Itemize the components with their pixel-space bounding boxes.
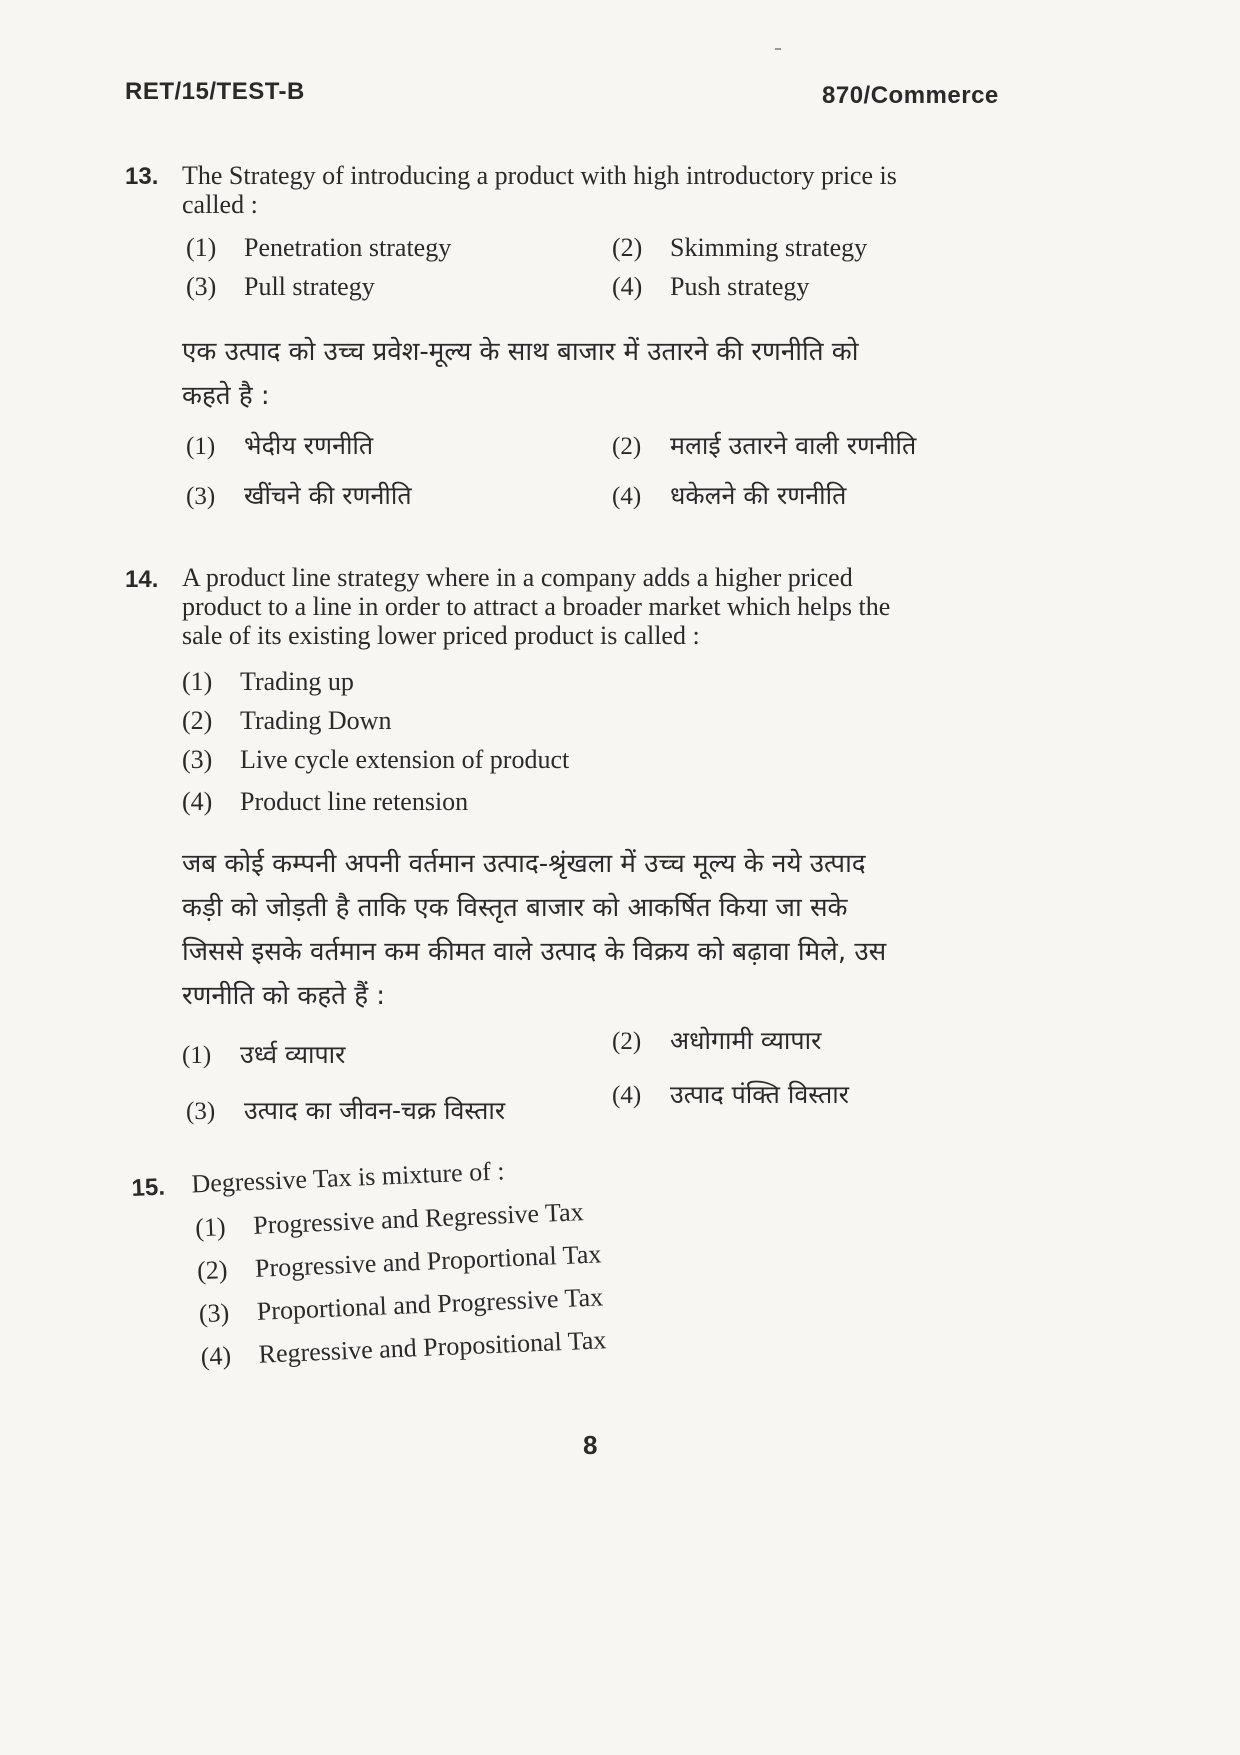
question-14-text-line: A product line strategy where in a company adds a higher priced [182, 563, 853, 592]
option-number: (3) [186, 483, 216, 510]
q15-option-3 [198, 1282, 603, 1329]
q13-hindi-option-3 [186, 478, 412, 512]
option-label: Live cycle extension of product [240, 745, 570, 774]
q13-hindi-option-2 [612, 428, 916, 462]
option-number: (1) [182, 1042, 212, 1069]
question-15-number: 15. [131, 1173, 166, 1202]
option-number: (1) [194, 1212, 227, 1243]
option-label: Proportional and Progressive Tax [256, 1282, 604, 1326]
option-number: (4) [200, 1340, 232, 1372]
option-label: Trading up [240, 667, 354, 696]
option-number: (4) [612, 272, 643, 301]
option-label: Progressive and Proportional Tax [254, 1239, 602, 1283]
q13-hindi-option-1 [186, 428, 373, 462]
q15-option-4 [200, 1325, 607, 1372]
hindi-text-line: रणनीति को कहते हैं : [182, 981, 386, 1011]
q14-hindi-option-1 [182, 1037, 345, 1071]
question-15-text: Degressive Tax is mixture of : [190, 1156, 506, 1199]
option-number: (2) [612, 433, 642, 460]
q14-option-2 [182, 706, 391, 736]
q13-hindi-option-4 [612, 478, 846, 512]
option-label: Product line retension [240, 787, 469, 816]
option-label: Push strategy [670, 272, 810, 301]
option-number: (1) [186, 233, 217, 262]
option-number: (4) [612, 1082, 642, 1109]
option-label: मलाई उतारने वाली रणनीति [670, 431, 917, 460]
option-number: (3) [186, 272, 217, 301]
question-14-text-line: product to a line in order to attract a broader market which helps the [182, 592, 891, 621]
question-14-text-line: sale of its existing lower priced product is called : [182, 621, 700, 650]
question-13-hindi-text [182, 330, 1042, 418]
option-number: (2) [182, 706, 213, 735]
option-label: Progressive and Regressive Tax [252, 1197, 585, 1240]
option-label: उत्पाद पंक्ति विस्तार [670, 1080, 849, 1109]
option-label: धकेलने की रणनीति [670, 481, 847, 510]
question-14-hindi-text [182, 842, 1042, 1018]
hindi-text-line: जब कोई कम्पनी अपनी वर्तमान उत्पाद-श्रृंखला में उच्च मूल्य के नये उत्पाद [182, 849, 866, 879]
q14-hindi-option-3 [186, 1093, 505, 1127]
q14-option-1 [182, 667, 354, 697]
q14-option-3 [182, 745, 569, 775]
option-number: (4) [612, 483, 642, 510]
q14-hindi-option-2 [612, 1023, 821, 1057]
option-number: (1) [182, 667, 213, 696]
option-label: अधोगामी व्यापार [670, 1026, 822, 1055]
option-label: Trading Down [240, 706, 392, 735]
q13-option-2 [612, 233, 867, 263]
option-number: (2) [196, 1255, 229, 1286]
option-label: भेदीय रणनीति [244, 431, 374, 460]
option-label: Pull strategy [244, 272, 375, 301]
question-14-number: 14. [125, 566, 159, 593]
option-label: उत्पाद का जीवन-चक्र विस्तार [244, 1096, 506, 1125]
option-number: (3) [186, 1098, 216, 1125]
hindi-text-line: कहते है : [182, 381, 270, 411]
option-label: खींचने की रणनीति [244, 481, 412, 510]
option-number: (4) [182, 787, 213, 816]
question-14-text [182, 563, 1042, 650]
option-label: उर्ध्व व्यापार [240, 1040, 346, 1069]
q15-option-2 [197, 1239, 602, 1286]
hindi-text-line: कड़ी को जोड़ती है ताकि एक विस्तृत बाजार को आकर्षित किया जा सके [182, 893, 848, 923]
q13-option-3 [186, 272, 375, 302]
subject-code: 870/Commerce [822, 82, 999, 109]
hindi-text-line: जिससे इसके वर्तमान कम कीमत वाले उत्पाद के विक्रय को बढ़ावा मिले, उस [182, 937, 887, 967]
q13-option-1 [186, 233, 451, 263]
option-label: Skimming strategy [670, 233, 868, 262]
question-13-text [182, 161, 1032, 219]
question-13-text-line: The Strategy of introducing a product with high introductory price is [182, 161, 897, 190]
option-number: (1) [186, 433, 216, 460]
question-15-block [130, 1125, 729, 1372]
q14-option-4 [182, 787, 468, 817]
page-number: 8 [583, 1430, 598, 1460]
q13-option-4 [612, 272, 809, 302]
option-number: (3) [198, 1298, 230, 1329]
hindi-text-line: एक उत्पाद को उच्च प्रवेश-मूल्य के साथ बाजार में उतारने की रणनीति को [182, 337, 859, 367]
question-13-number: 13. [125, 163, 159, 190]
option-label: Regressive and Propositional Tax [258, 1325, 607, 1369]
option-number: (2) [612, 233, 643, 262]
option-number: (3) [182, 745, 213, 774]
option-label: Penetration strategy [244, 233, 452, 262]
scan-speck [775, 48, 781, 50]
exam-code: RET/15/TEST-B [125, 78, 305, 105]
option-number: (2) [612, 1028, 642, 1055]
question-13-text-line: called : [182, 190, 258, 219]
q14-hindi-option-4 [612, 1077, 849, 1111]
q15-option-1 [195, 1197, 584, 1243]
